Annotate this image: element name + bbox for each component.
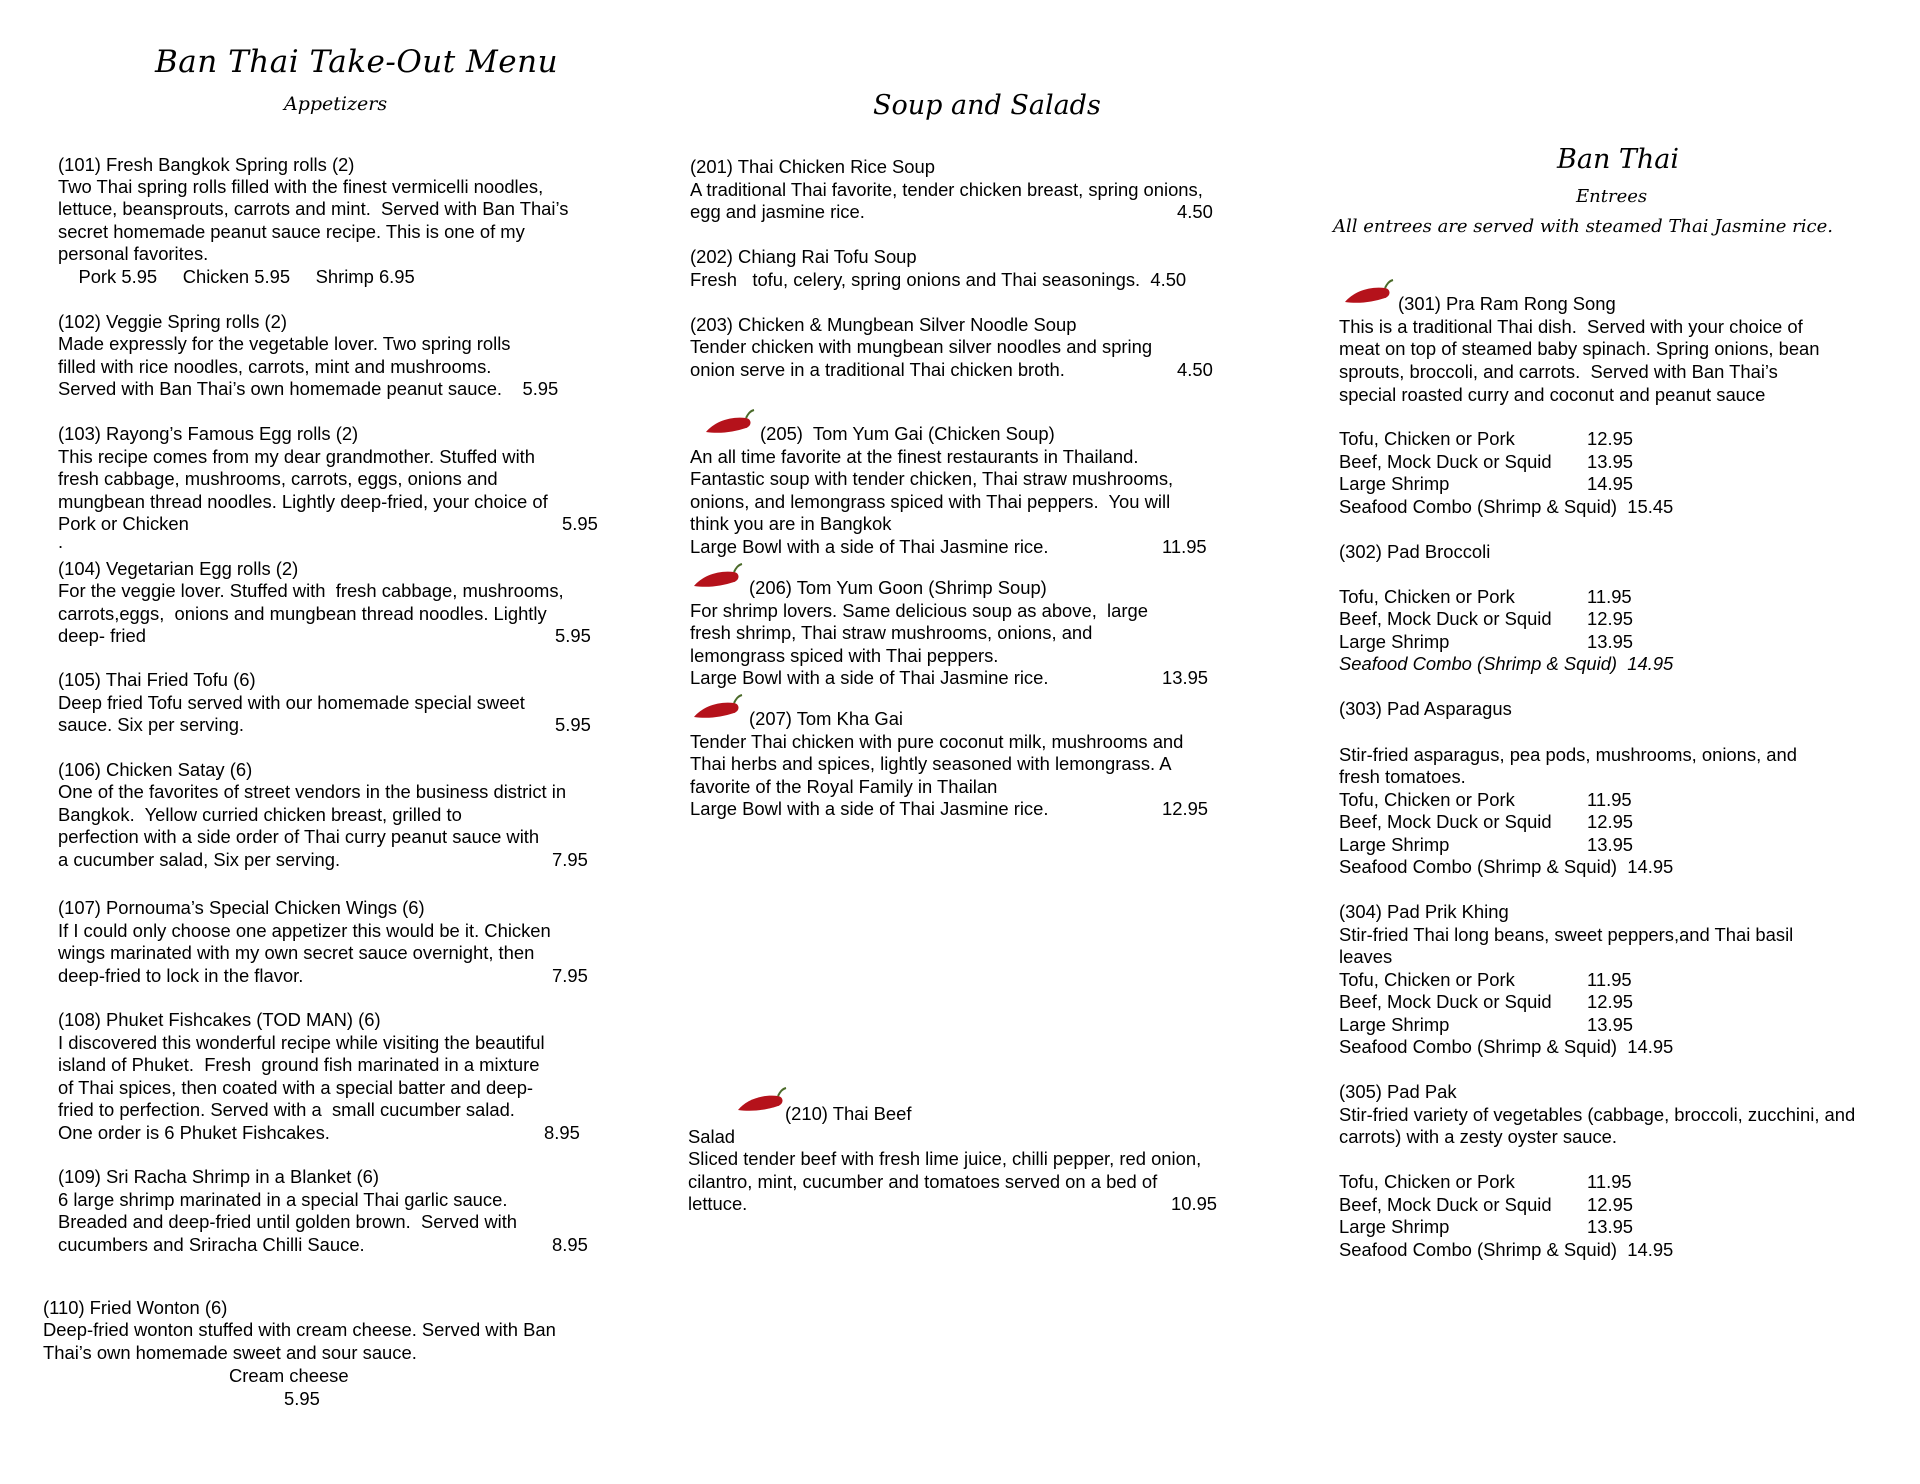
menu-line: Deep-fried wonton stuffed with cream cheese. Served with Ban	[43, 1319, 556, 1340]
menu-line: Large Shrimp	[1339, 631, 1450, 652]
menu-line: (201) Thai Chicken Rice Soup	[690, 156, 935, 177]
menu-line: Seafood Combo (Shrimp & Squid) 14.95	[1339, 1036, 1674, 1057]
menu-line: This recipe comes from my dear grandmother. Stuffed with	[58, 446, 535, 467]
menu-line: Beef, Mock Duck or Squid	[1339, 811, 1552, 832]
menu-line: Beef, Mock Duck or Squid	[1339, 991, 1552, 1012]
menu-line: of Thai spices, then coated with a special batter and deep-	[58, 1077, 534, 1098]
price: 5.95	[284, 1388, 320, 1409]
menu-line: (108) Phuket Fishcakes (TOD MAN) (6)	[58, 1009, 381, 1030]
menu-line: (110) Fried Wonton (6)	[43, 1297, 228, 1318]
menu-line: onion serve in a traditional Thai chicken broth.	[690, 359, 1065, 380]
chili-pepper-icon	[700, 408, 756, 438]
menu-line: secret homemade peanut sauce recipe. This is one of my	[58, 221, 525, 242]
menu-line: For the veggie lover. Stuffed with fresh cabbage, mushrooms,	[58, 580, 564, 601]
menu-line: (107) Pornouma’s Special Chicken Wings (6)	[58, 897, 425, 918]
menu-line: (203) Chicken & Mungbean Silver Noodle Soup	[690, 314, 1077, 335]
menu-line: Stir-fried asparagus, pea pods, mushrooms, onions, and	[1339, 744, 1797, 765]
menu-line: Salad	[688, 1126, 736, 1147]
menu-line: Pork or Chicken	[58, 513, 189, 534]
price: 12.95	[1162, 798, 1209, 819]
menu-line: island of Phuket. Fresh ground fish marinated in a mixture	[58, 1054, 540, 1075]
menu-line: Stir-fried variety of vegetables (cabbage, broccoli, zucchini, and	[1339, 1104, 1856, 1125]
menu-line: Thai herbs and spices, lightly seasoned with lemongrass. A	[690, 753, 1172, 774]
menu-line: (305) Pad Pak	[1339, 1081, 1457, 1102]
menu-line: (205) Tom Yum Gai (Chicken Soup)	[760, 423, 1055, 444]
menu-line: special roasted curry and coconut and peanut sauce	[1339, 384, 1766, 405]
menu-line: (304) Pad Prik Khing	[1339, 901, 1509, 922]
menu-title: Ban Thai Take-Out Menu	[155, 44, 559, 80]
entrees-note: All entrees are served with steamed Thai Jasmine rice.	[1333, 216, 1833, 237]
menu-line: sprouts, broccoli, and carrots. Served with Ban Thai’s	[1339, 361, 1778, 382]
chili-pepper-icon	[732, 1086, 788, 1116]
price: 13.95	[1587, 631, 1634, 652]
menu-line: lemongrass spiced with Thai peppers.	[690, 645, 999, 666]
menu-line: Made expressly for the vegetable lover. Two spring rolls	[58, 333, 511, 354]
chili-pepper-icon	[1339, 278, 1395, 308]
price: 5.95	[555, 625, 591, 646]
entrees-heading: Entrees	[1576, 186, 1648, 207]
menu-line: leaves	[1339, 946, 1393, 967]
price: 5.95	[562, 513, 598, 534]
price: 12.95	[1587, 991, 1634, 1012]
menu-line: Tender Thai chicken with pure coconut milk, mushrooms and	[690, 731, 1184, 752]
menu-line: mungbean thread noodles. Lightly deep-fried, your choice of	[58, 491, 548, 512]
menu-line: (104) Vegetarian Egg rolls (2)	[58, 558, 299, 579]
menu-line: (202) Chiang Rai Tofu Soup	[690, 246, 917, 267]
soup-salads-heading: Soup and Salads	[873, 90, 1101, 121]
menu-line: think you are in Bangkok	[690, 513, 892, 534]
menu-line: Tofu, Chicken or Pork	[1339, 586, 1515, 607]
menu-line: Seafood Combo (Shrimp & Squid) 14.95	[1339, 653, 1674, 674]
menu-line: (301) Pra Ram Rong Song	[1398, 293, 1616, 314]
menu-line: Fresh tofu, celery, spring onions and Thai seasonings. 4.50	[690, 269, 1187, 290]
menu-line: Tofu, Chicken or Pork	[1339, 428, 1515, 449]
menu-line: (210) Thai Beef	[785, 1103, 912, 1124]
price: 10.95	[1171, 1193, 1218, 1214]
price: 12.95	[1587, 811, 1634, 832]
menu-line: One of the favorites of street vendors in the business district in	[58, 781, 567, 802]
price: 12.95	[1587, 1194, 1634, 1215]
menu-line: Served with Ban Thai’s own homemade peanut sauce. 5.95	[58, 378, 559, 399]
menu-line: Tofu, Chicken or Pork	[1339, 969, 1515, 990]
price: 12.95	[1587, 608, 1634, 629]
menu-line: If I could only choose one appetizer this would be it. Chicken	[58, 920, 551, 941]
menu-line: onions, and lemongrass spiced with Thai peppers. You will	[690, 491, 1171, 512]
menu-line: A traditional Thai favorite, tender chicken breast, spring onions,	[690, 179, 1203, 200]
price: 13.95	[1587, 1014, 1634, 1035]
menu-line: Beef, Mock Duck or Squid	[1339, 608, 1552, 629]
menu-line: wings marinated with my own secret sauce overnight, then	[58, 942, 535, 963]
menu-line: deep- fried	[58, 625, 146, 646]
price: 11.95	[1587, 1171, 1632, 1192]
menu-line: Thai’s own homemade sweet and sour sauce.	[43, 1342, 417, 1363]
menu-line: fried to perfection. Served with a small cucumber salad.	[58, 1099, 515, 1120]
menu-line: deep-fried to lock in the flavor.	[58, 965, 304, 986]
price: 4.50	[1177, 359, 1213, 380]
menu-line: Beef, Mock Duck or Squid	[1339, 1194, 1552, 1215]
price: 11.95	[1587, 969, 1632, 990]
price: 13.95	[1162, 667, 1209, 688]
menu-line: Beef, Mock Duck or Squid	[1339, 451, 1552, 472]
menu-line: Cream cheese	[229, 1365, 349, 1386]
menu-line: a cucumber salad, Six per serving.	[58, 849, 341, 870]
menu-line: Large Shrimp	[1339, 1014, 1450, 1035]
menu-line: (207) Tom Kha Gai	[749, 708, 904, 729]
menu-line: fresh cabbage, mushrooms, carrots, eggs, onions and	[58, 468, 498, 489]
price: 13.95	[1587, 834, 1634, 855]
menu-line: favorite of the Royal Family in Thailan	[690, 776, 998, 797]
menu-line: lettuce.	[688, 1193, 748, 1214]
menu-line: Seafood Combo (Shrimp & Squid) 14.95	[1339, 1239, 1674, 1260]
menu-line: Breaded and deep-fried until golden brown. Served with	[58, 1211, 518, 1232]
menu-line: Large Shrimp	[1339, 834, 1450, 855]
menu-line: .	[58, 531, 64, 552]
price: 11.95	[1162, 536, 1207, 557]
menu-line: Large Bowl with a side of Thai Jasmine rice.	[690, 798, 1049, 819]
menu-line: I discovered this wonderful recipe while visiting the beautiful	[58, 1032, 545, 1053]
menu-line: Large Bowl with a side of Thai Jasmine rice.	[690, 667, 1049, 688]
chili-pepper-icon	[688, 693, 744, 723]
menu-line: This is a traditional Thai dish. Served with your choice of	[1339, 316, 1803, 337]
menu-line: Stir-fried Thai long beans, sweet peppers,and Thai basil	[1339, 924, 1794, 945]
menu-line: carrots,eggs, onions and mungbean thread noodles. Lightly	[58, 603, 547, 624]
chili-pepper-icon	[688, 562, 744, 592]
menu-line: fresh shrimp, Thai straw mushrooms, onions, and	[690, 622, 1093, 643]
menu-line: (105) Thai Fried Tofu (6)	[58, 669, 256, 690]
menu-line: (102) Veggie Spring rolls (2)	[58, 311, 287, 332]
menu-line: Deep fried Tofu served with our homemade special sweet	[58, 692, 525, 713]
menu-line: (303) Pad Asparagus	[1339, 698, 1512, 719]
menu-line: Tofu, Chicken or Pork	[1339, 1171, 1515, 1192]
price: 7.95	[552, 965, 588, 986]
menu-line: cucumbers and Sriracha Chilli Sauce.	[58, 1234, 365, 1255]
price: 12.95	[1587, 428, 1634, 449]
price: 8.95	[544, 1122, 580, 1143]
menu-line: Large Shrimp	[1339, 1216, 1450, 1237]
price: 7.95	[552, 849, 588, 870]
price: 11.95	[1587, 586, 1632, 607]
menu-line: (109) Sri Racha Shrimp in a Blanket (6)	[58, 1166, 379, 1187]
price: 13.95	[1587, 451, 1634, 472]
menu-line: Two Thai spring rolls filled with the finest vermicelli noodles,	[58, 176, 544, 197]
menu-line: One order is 6 Phuket Fishcakes.	[58, 1122, 330, 1143]
menu-line: 6 large shrimp marinated in a special Thai garlic sauce.	[58, 1189, 508, 1210]
price: 14.95	[1587, 473, 1634, 494]
menu-line: meat on top of steamed baby spinach. Spring onions, bean	[1339, 338, 1820, 359]
menu-line: (106) Chicken Satay (6)	[58, 759, 253, 780]
menu-line: Seafood Combo (Shrimp & Squid) 14.95	[1339, 856, 1674, 877]
appetizers-heading: Appetizers	[284, 93, 388, 115]
menu-line: lettuce, beansprouts, carrots and mint. Served with Ban Thai’s	[58, 198, 569, 219]
menu-line: Fantastic soup with tender chicken, Thai straw mushrooms,	[690, 468, 1174, 489]
menu-line: perfection with a side order of Thai curry peanut sauce with	[58, 826, 540, 847]
ban-thai-heading: Ban Thai	[1557, 144, 1680, 175]
menu-line: Tofu, Chicken or Pork	[1339, 789, 1515, 810]
menu-line: sauce. Six per serving.	[58, 714, 245, 735]
price: 11.95	[1587, 789, 1632, 810]
menu-line: (103) Rayong’s Famous Egg rolls (2)	[58, 423, 359, 444]
menu-line: Pork 5.95 Chicken 5.95 Shrimp 6.95	[58, 266, 415, 287]
menu-line: For shrimp lovers. Same delicious soup as above, large	[690, 600, 1148, 621]
menu-line: carrots) with a zesty oyster sauce.	[1339, 1126, 1617, 1147]
menu-line: Sliced tender beef with fresh lime juice, chilli pepper, red onion,	[688, 1148, 1202, 1169]
menu-line: egg and jasmine rice.	[690, 201, 865, 222]
menu-line: cilantro, mint, cucumber and tomatoes served on a bed of	[688, 1171, 1158, 1192]
menu-line: Large Shrimp	[1339, 473, 1450, 494]
menu-line: (101) Fresh Bangkok Spring rolls (2)	[58, 154, 355, 175]
price: 13.95	[1587, 1216, 1634, 1237]
menu-line: Seafood Combo (Shrimp & Squid) 15.45	[1339, 496, 1674, 517]
menu-line: An all time favorite at the finest restaurants in Thailand.	[690, 446, 1139, 467]
price: 4.50	[1177, 201, 1213, 222]
menu-line: filled with rice noodles, carrots, mint and mushrooms.	[58, 356, 492, 377]
menu-line: personal favorites.	[58, 243, 209, 264]
menu-line: (206) Tom Yum Goon (Shrimp Soup)	[749, 577, 1047, 598]
menu-line: Tender chicken with mungbean silver noodles and spring	[690, 336, 1153, 357]
menu-line: Bangkok. Yellow curried chicken breast, grilled to	[58, 804, 462, 825]
price: 8.95	[552, 1234, 588, 1255]
price: 5.95	[555, 714, 591, 735]
menu-line: Large Bowl with a side of Thai Jasmine rice.	[690, 536, 1049, 557]
menu-line: fresh tomatoes.	[1339, 766, 1466, 787]
menu-line: (302) Pad Broccoli	[1339, 541, 1491, 562]
